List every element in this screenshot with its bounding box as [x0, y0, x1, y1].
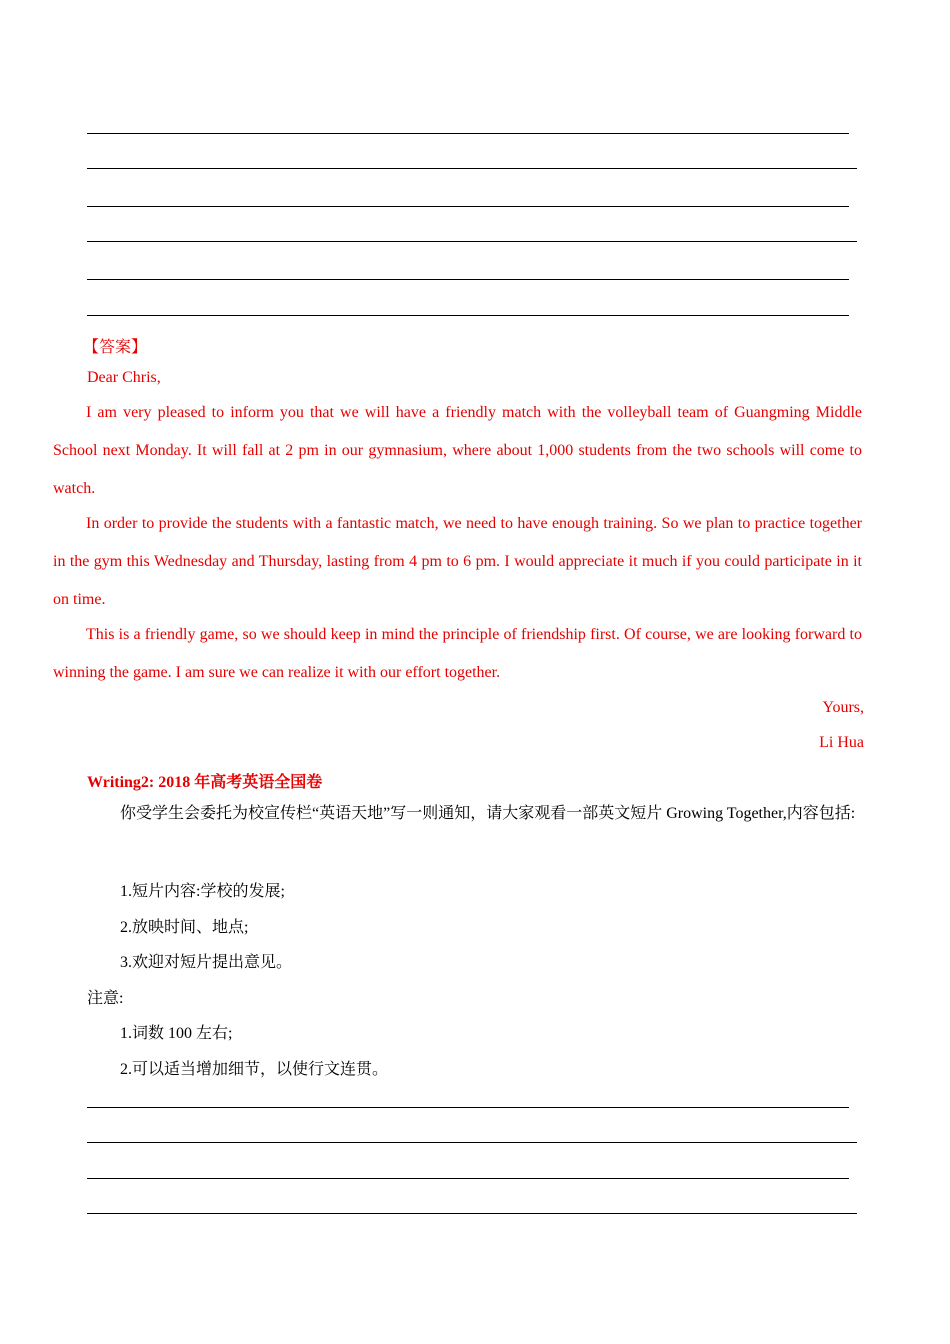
writing2-item-2: 2.放映时间、地点;: [120, 919, 249, 936]
writing-line: [87, 206, 849, 207]
letter-paragraph-2: In order to provide the students with a fantastic match, we need to have enough training. So we plan to practice together in the gym this Wednesday and Thursday, lasting from 4 pm to 6 pm. I would appreciate it much if you could participate in it on time.: [53, 515, 862, 608]
writing2-prompt: 你受学生会委托为校宣传栏“英语天地”写一则通知，请大家观看一部英文短片 Growing Together,内容包括:: [120, 805, 856, 822]
letter-greeting: Dear Chris,: [87, 369, 161, 386]
writing-line: [87, 168, 857, 169]
answer-label: 【答案】: [83, 339, 148, 356]
writing2-item-1: 1.短片内容:学校的发展;: [120, 883, 285, 900]
letter-paragraph-1: I am very pleased to inform you that we will have a friendly match with the volleyball team of Guangming Middle School next Monday. It will fall at 2 pm in our gymnasium, where about 1,000 students from the two schools will come to watch.: [53, 404, 862, 497]
letter-signature: Li Hua: [819, 734, 864, 751]
writing-line: [87, 1178, 849, 1179]
writing2-item-3: 3.欢迎对短片提出意见。: [120, 954, 293, 971]
writing-line: [87, 1213, 857, 1214]
letter-closing: Yours,: [822, 699, 864, 716]
writing-line: [87, 1142, 857, 1143]
writing2-title: Writing2: 2018 年高考英语全国卷: [87, 774, 323, 791]
writing-line: [87, 241, 857, 242]
writing-line: [87, 1107, 849, 1108]
writing-line: [87, 315, 849, 316]
writing-line: [87, 279, 849, 280]
writing-line: [87, 133, 849, 134]
note-2: 2.可以适当增加细节，以使行文连贯。: [120, 1061, 389, 1078]
notes-label: 注意:: [87, 990, 124, 1007]
letter-paragraph-3: This is a friendly game, so we should keep in mind the principle of friendship first. Of course, we are looking forward to winning the game. I am sure we can realize it with our effort together.: [53, 626, 862, 681]
note-1: 1.词数 100 左右;: [120, 1025, 233, 1042]
